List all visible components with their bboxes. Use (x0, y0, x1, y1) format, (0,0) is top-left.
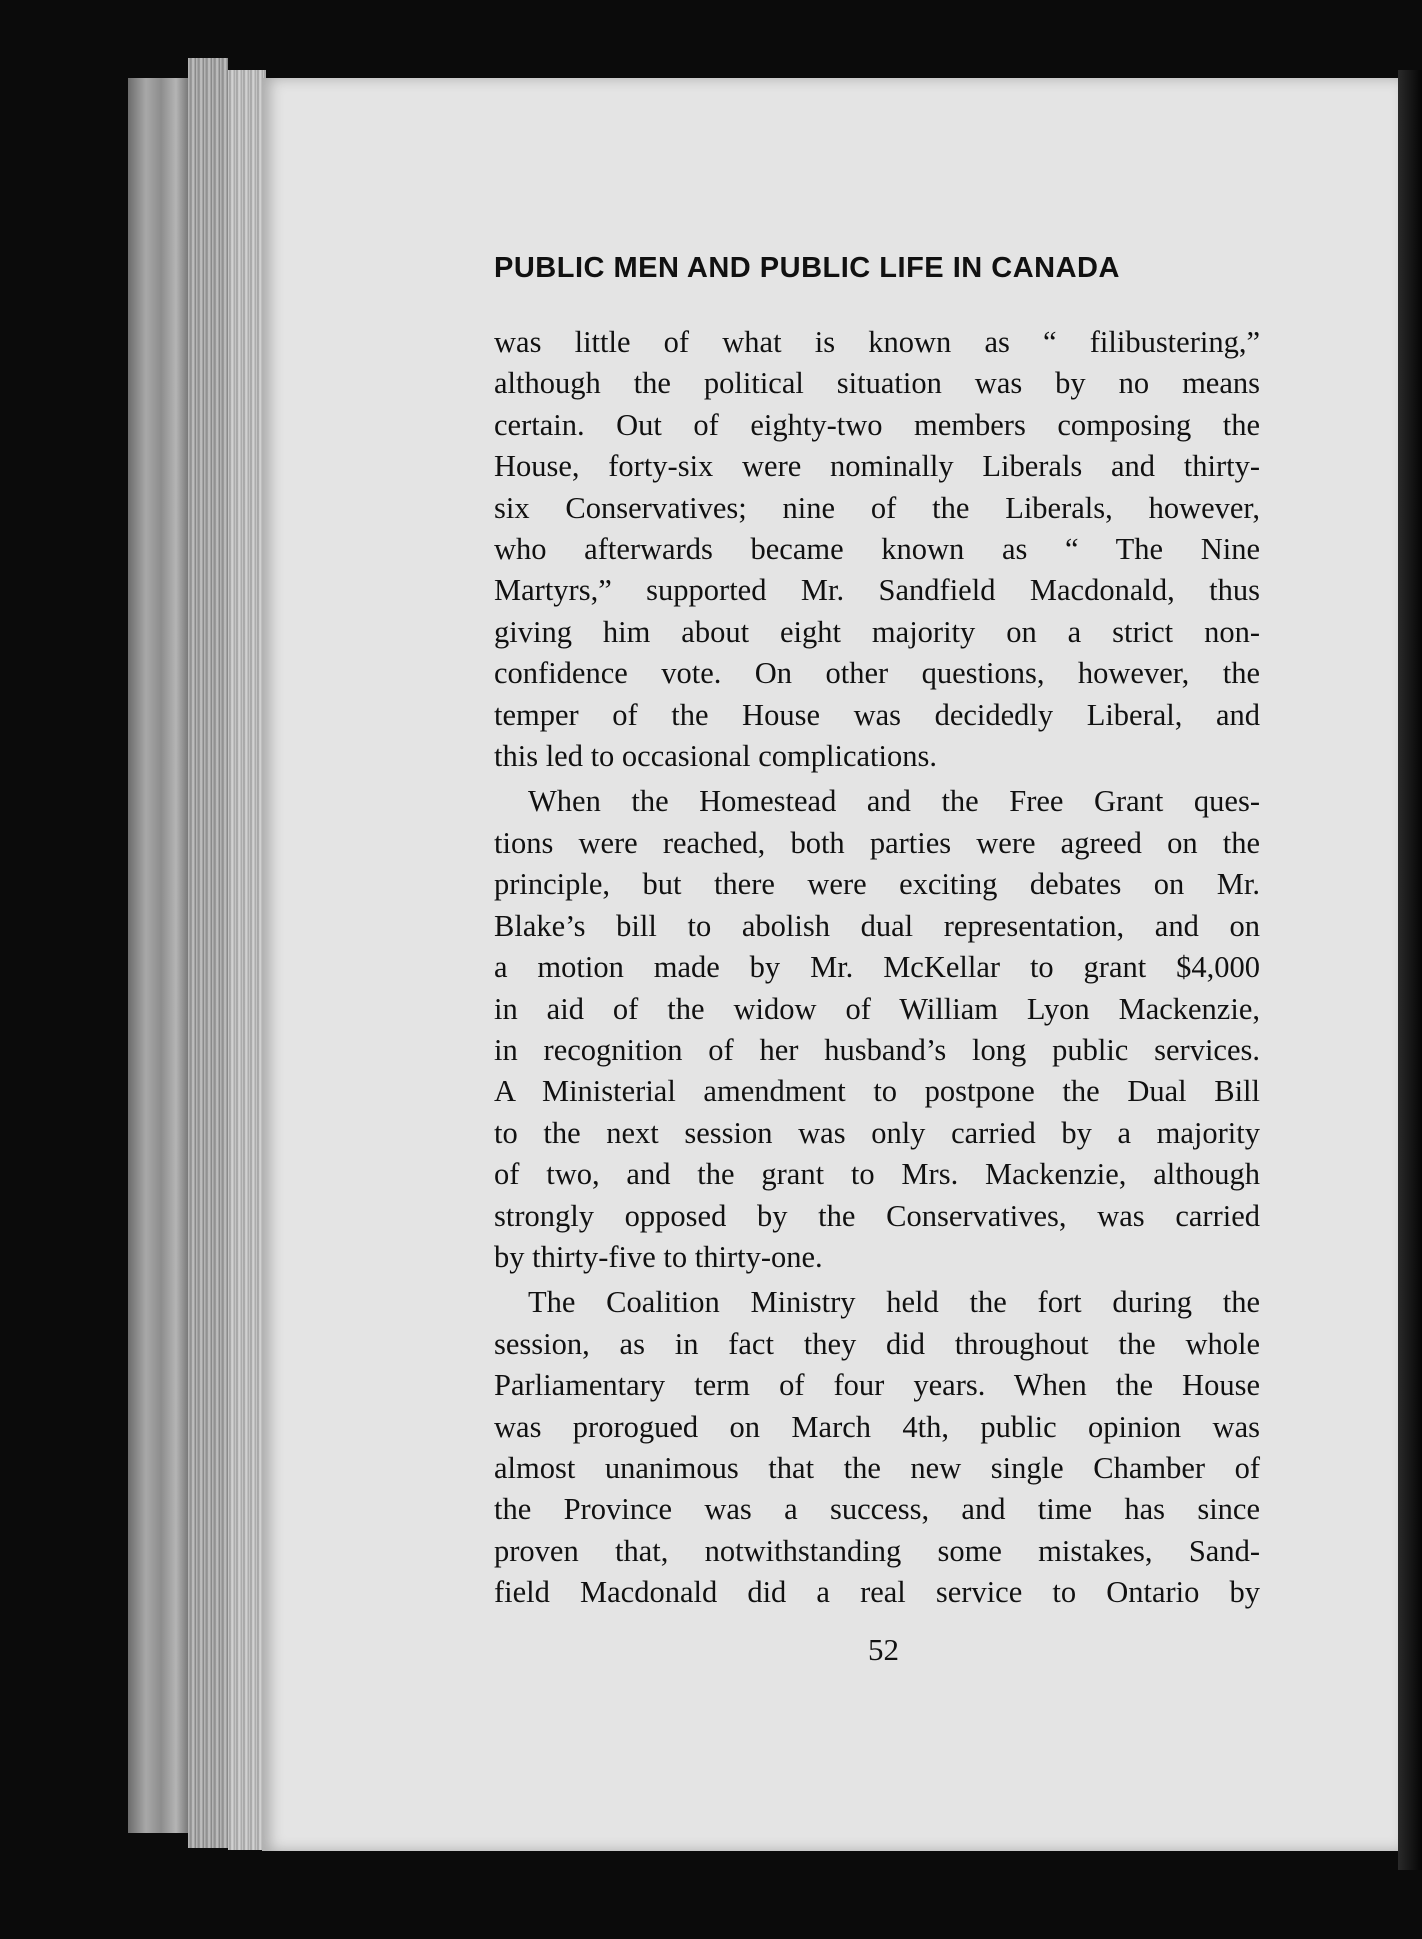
body-text (494, 322, 1260, 1614)
text-line: the Province was a success, and time has since (494, 1492, 1260, 1527)
text-line: principle, but there were exciting debates on Mr. (494, 867, 1260, 902)
text-line: who afterwards became known as “ The Nine (494, 532, 1260, 567)
text-line: although the political situation was by no means (494, 366, 1260, 401)
text-line: confidence vote. On other questions, however, the (494, 656, 1260, 691)
text-line: proven that, notwithstanding some mistakes, Sand- (494, 1533, 1260, 1568)
text-line: in aid of the widow of William Lyon Mackenzie, (494, 991, 1260, 1026)
running-head: PUBLIC MEN AND PUBLIC LIFE IN CANADA (494, 252, 1120, 284)
text-line: A Ministerial amendment to postpone the Dual Bill (494, 1074, 1260, 1109)
text-line: strongly opposed by the Conservatives, was carried (494, 1198, 1260, 1233)
page-number: 52 (868, 1632, 899, 1667)
text-line: a motion made by Mr. McKellar to grant $4,000 (494, 950, 1260, 985)
text-line: House, forty-six were nominally Liberals and thirty- (494, 449, 1260, 484)
page-stack-edge-outer (128, 78, 188, 1833)
paragraph-1 (494, 322, 1260, 777)
text-line: session, as in fact they did throughout the whole (494, 1326, 1260, 1361)
paragraph-3 (494, 1282, 1260, 1613)
text-line: almost unanimous that the new single Chamber of (494, 1450, 1260, 1485)
text-line: The Coalition Ministry held the fort during the (528, 1285, 1260, 1320)
text-line: Martyrs,” supported Mr. Sandfield Macdonald, thus (494, 573, 1260, 608)
text-line: was little of what is known as “ filibustering,” (494, 325, 1260, 359)
text-line: Blake’s bill to abolish dual representation, and on (494, 908, 1260, 943)
text-line: Parliamentary term of four years. When the House (494, 1368, 1260, 1403)
text-line: certain. Out of eighty-two members composing the (494, 407, 1260, 442)
text-line: to the next session was only carried by a majority (494, 1115, 1260, 1150)
text-line: in recognition of her husband’s long public services. (494, 1032, 1260, 1067)
text-line: When the Homestead and the Free Grant ques- (528, 784, 1260, 819)
text-line: tions were reached, both parties were agreed on the (494, 825, 1260, 860)
page-stack-edge-middle (188, 58, 228, 1848)
text-line: field Macdonald did a real service to Ontario by (494, 1575, 1260, 1610)
paragraph-2 (494, 781, 1260, 1278)
text-line: temper of the House was decidedly Liberal, and (494, 697, 1260, 732)
text-line: by thirty-five to thirty-one. (494, 1239, 823, 1274)
text-line: was prorogued on March 4th, public opinion was (494, 1409, 1260, 1444)
text-line: giving him about eight majority on a strict non- (494, 614, 1260, 649)
page-stack-edge-inner (228, 70, 266, 1850)
text-line: this led to occasional complications. (494, 739, 937, 774)
text-line: of two, and the grant to Mrs. Mackenzie, although (494, 1157, 1260, 1192)
book-binding-shadow (1398, 70, 1422, 1870)
text-line: six Conservatives; nine of the Liberals, however, (494, 490, 1260, 525)
